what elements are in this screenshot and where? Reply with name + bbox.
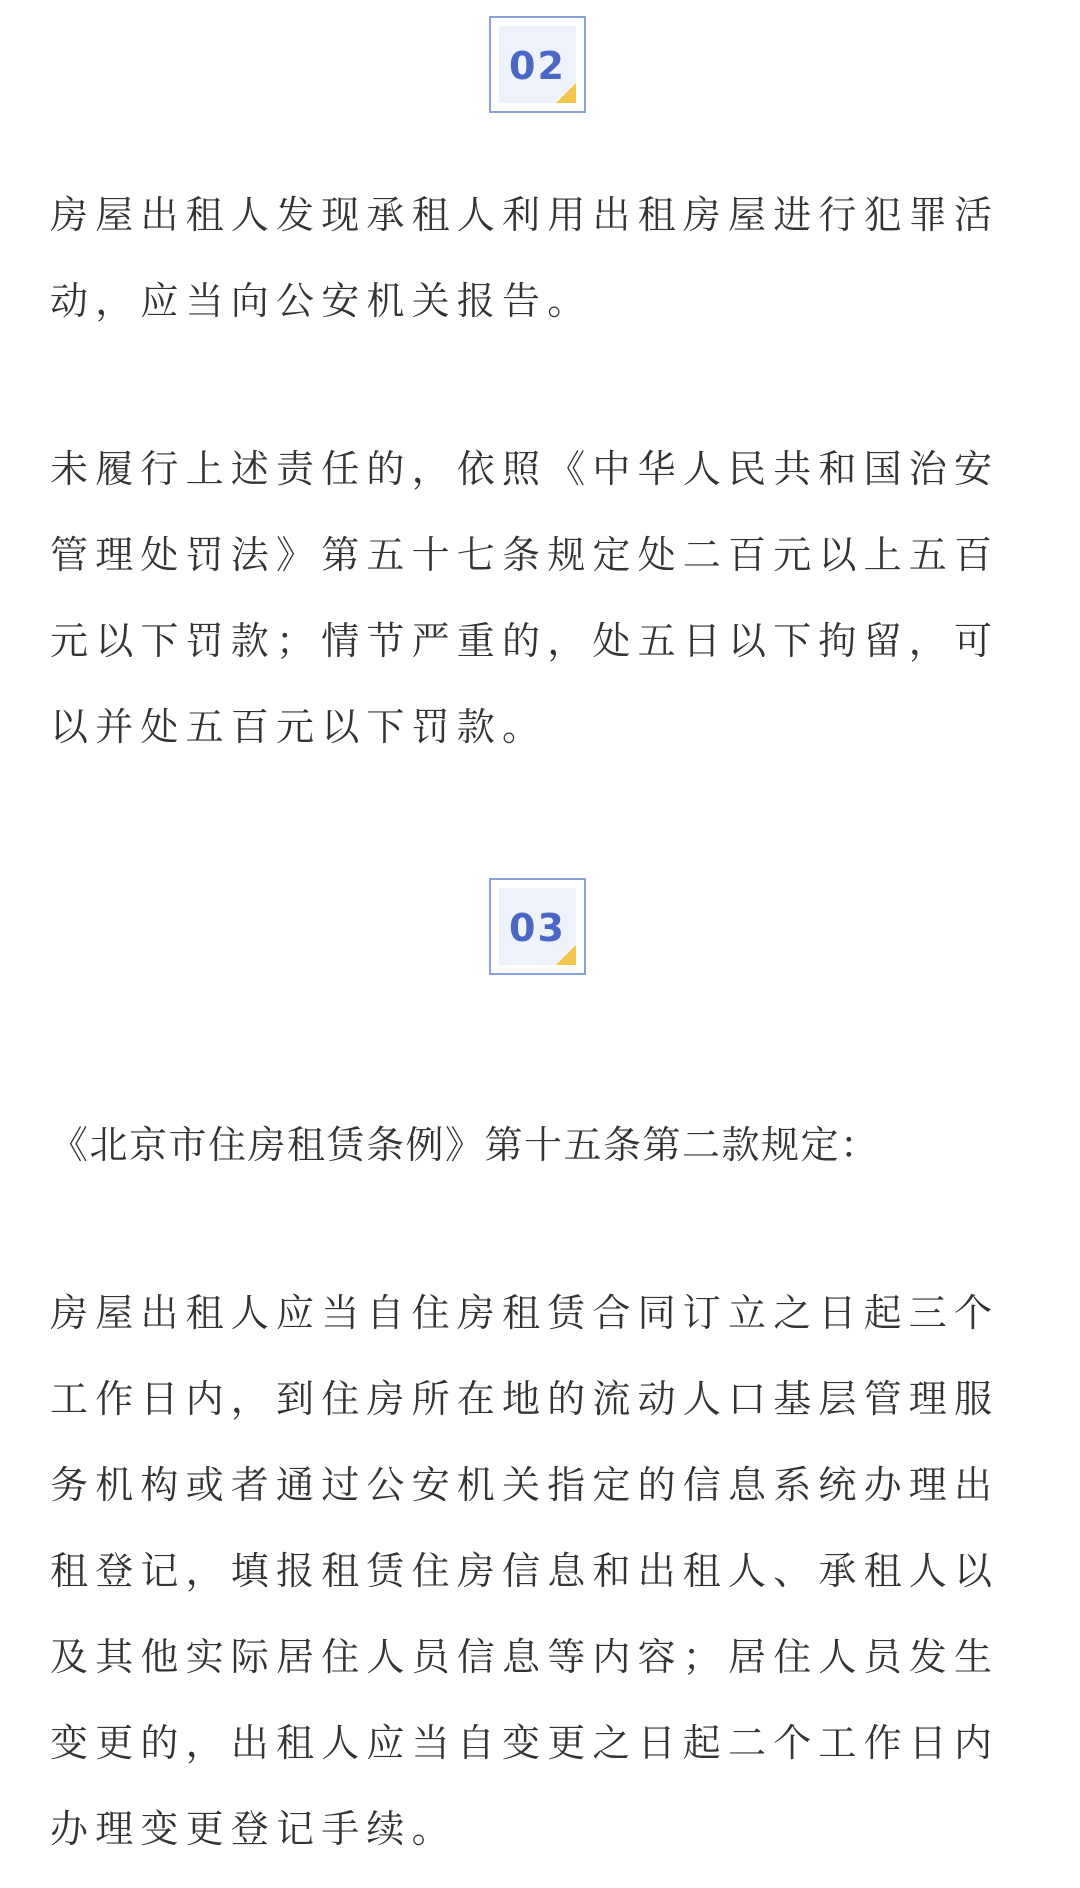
paragraph-penalty: 未履行上述责任的，依照《中华人民共和国治安管理处罚法》第五十七条规定处二百元以上五百元以下罚款；情节严重的，处五日以下拘留，可以并处五百元以下罚款。 bbox=[50, 447, 1000, 749]
paragraph-regulation-citation: 《北京市住房租赁条例》第十五条第二款规定： bbox=[50, 1123, 880, 1167]
section-number: 02 bbox=[509, 44, 566, 88]
badge-inner bbox=[499, 888, 576, 965]
section-number-badge-02 bbox=[489, 16, 586, 113]
corner-triangle-icon bbox=[556, 83, 576, 103]
badge-inner bbox=[499, 26, 576, 103]
section-number-badge-03 bbox=[489, 878, 586, 975]
section-number: 03 bbox=[509, 906, 566, 950]
paragraph-report-obligation: 房屋出租人发现承租人利用出租房屋进行犯罪活动，应当向公安机关报告。 bbox=[50, 193, 1000, 323]
corner-triangle-icon bbox=[556, 945, 576, 965]
paragraph-registration-requirement: 房屋出租人应当自住房租赁合同订立之日起三个工作日内，到住房所在地的流动人口基层管理服务机构或者通过公安机关指定的信息系统办理出租登记，填报租赁住房信息和出租人、承租人以及其他实际居住人员信息等内容；居住人员发生变更的，出租人应当自变更之日起二个工作日内办理变更登记手续。 bbox=[50, 1291, 1000, 1851]
